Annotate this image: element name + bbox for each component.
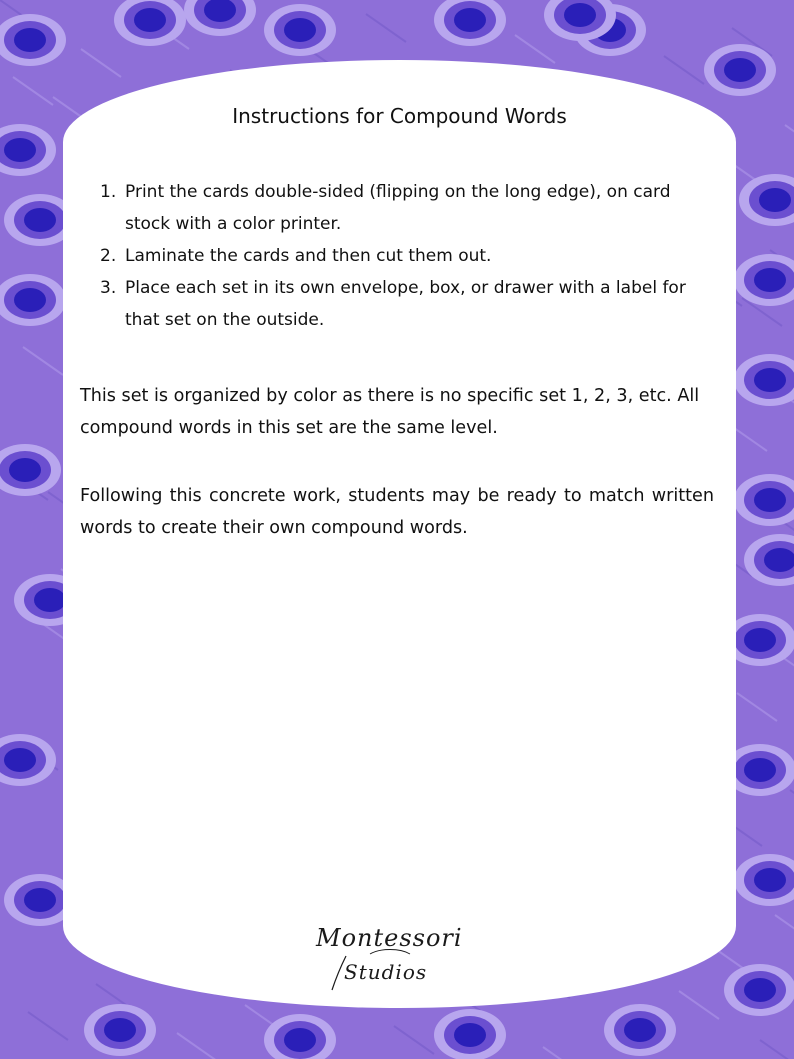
instruction-step bbox=[100, 176, 710, 240]
feather-eye bbox=[0, 274, 66, 326]
feather-eye bbox=[264, 1014, 336, 1059]
instruction-list bbox=[100, 176, 710, 336]
feather-streak bbox=[13, 77, 53, 105]
feather-streak bbox=[515, 35, 555, 63]
feather-eye bbox=[264, 4, 336, 56]
feather-eye bbox=[434, 1009, 506, 1059]
step-text: Place each set in its own envelope, box, or drawer with a label for that set on the outside. bbox=[125, 278, 686, 330]
feather-eye bbox=[0, 124, 56, 176]
instruction-step bbox=[100, 240, 710, 272]
feather-eye bbox=[724, 964, 794, 1016]
step-number: 2. bbox=[100, 246, 117, 266]
feather-streak bbox=[790, 790, 794, 818]
montessori-studios-logo bbox=[310, 918, 490, 998]
step-text: Print the cards double-sided (flipping on the long edge), on card stock with a color printer. bbox=[125, 182, 671, 234]
feather-eye bbox=[0, 734, 56, 786]
feather-eye bbox=[84, 1004, 156, 1056]
feather-streak bbox=[23, 347, 63, 375]
feather-streak bbox=[664, 56, 704, 84]
feather-streak bbox=[679, 991, 719, 1019]
feather-streak bbox=[394, 1026, 434, 1054]
step-number: 3. bbox=[100, 278, 117, 298]
feather-eye bbox=[734, 474, 794, 526]
logo-line-2: Studios bbox=[344, 960, 428, 984]
feather-eye bbox=[739, 174, 794, 226]
feather-streak bbox=[177, 1033, 217, 1059]
logo-line-1: Montessori bbox=[316, 924, 463, 952]
feather-streak bbox=[366, 14, 406, 42]
feather-streak bbox=[775, 915, 794, 943]
feather-streak bbox=[543, 1047, 583, 1059]
organization-note: This set is organized by color as there is no specific set 1, 2, 3, etc. All compound words in this set are the same level. bbox=[80, 386, 700, 438]
page-title: Instructions for Compound Words bbox=[232, 104, 567, 128]
feather-streak bbox=[28, 1012, 68, 1040]
feather-eye bbox=[734, 354, 794, 406]
step-number: 1. bbox=[100, 182, 117, 202]
feather-streak bbox=[737, 693, 777, 721]
feather-streak bbox=[760, 1040, 794, 1059]
step-text: Laminate the cards and then cut them out. bbox=[125, 246, 492, 266]
feather-eye bbox=[734, 854, 794, 906]
feather-eye bbox=[704, 44, 776, 96]
feather-eye bbox=[434, 0, 506, 46]
feather-streak bbox=[785, 125, 794, 153]
instruction-step bbox=[100, 272, 710, 336]
feather-eye bbox=[184, 0, 256, 36]
feather-eye bbox=[0, 14, 66, 66]
feather-streak bbox=[81, 49, 121, 77]
follow-up-note: Following this concrete work, students may be ready to match written words to create their own compound words. bbox=[80, 486, 714, 538]
feather-eye bbox=[744, 534, 794, 586]
feather-eye bbox=[604, 1004, 676, 1056]
feather-eye bbox=[0, 444, 61, 496]
